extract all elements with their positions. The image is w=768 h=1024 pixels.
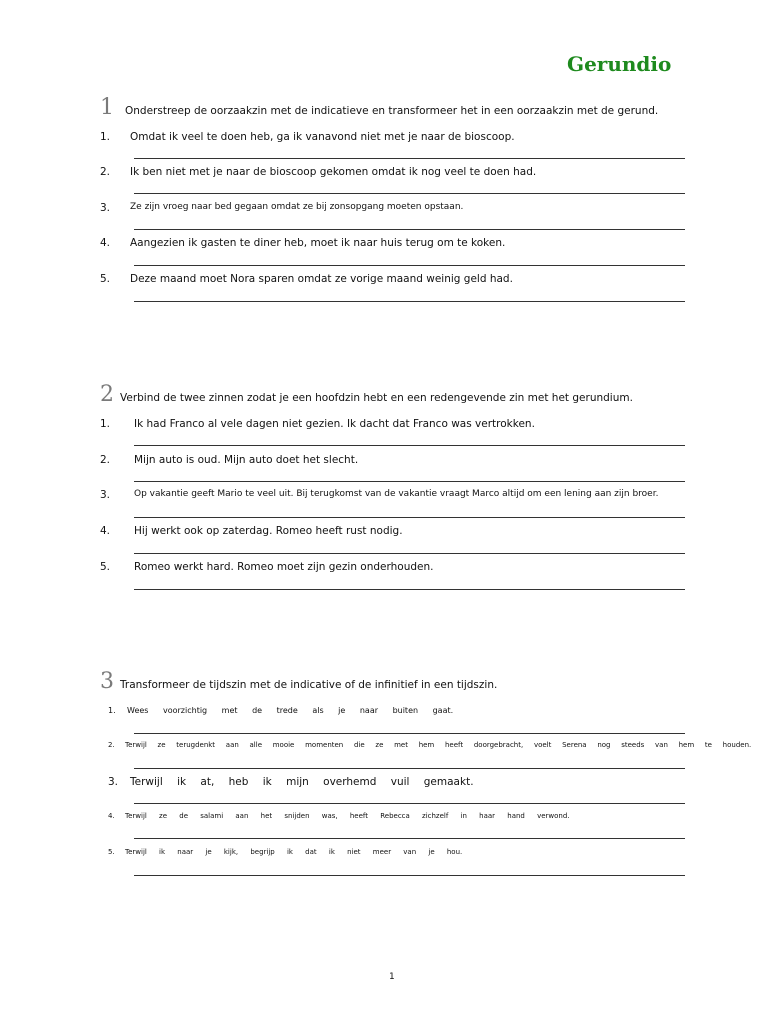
answer-line[interactable]	[134, 589, 685, 590]
answer-line[interactable]	[134, 838, 685, 839]
item-sentence: Ze zijn vroeg naar bed gegaan omdat ze bij zonsopgang moeten opstaan.	[130, 202, 464, 212]
answer-line[interactable]	[134, 229, 685, 230]
item-sentence: Omdat ik veel te doen heb, ga ik vanavond niet met je naar de bioscoop.	[130, 131, 515, 143]
item-number: 4.	[108, 812, 115, 820]
section-instruction: Onderstreep de oorzaakzin met de indicatieve en transformeer het in een oorzaakzin met de gerund.	[125, 105, 659, 117]
answer-line[interactable]	[134, 517, 685, 518]
section-3-heading	[100, 669, 660, 693]
item-number: 5.	[100, 561, 111, 573]
item-sentence: Ik ben niet met je naar de bioscoop gekomen omdat ik nog veel te doen had.	[130, 166, 537, 178]
item-number: 3.	[100, 202, 111, 214]
answer-line[interactable]	[134, 301, 685, 302]
item-number: 1.	[100, 131, 111, 143]
section-1-heading	[100, 95, 660, 119]
section-instruction: Verbind de twee zinnen zodat je een hoofdzin hebt en een redengevende zin met het gerundium.	[120, 392, 633, 404]
item-number: 5.	[108, 848, 115, 856]
answer-line[interactable]	[134, 265, 685, 266]
item-number: 1.	[100, 418, 111, 430]
item-sentence: Terwijl ik at, heb ik mijn overhemd vuil gemaakt.	[130, 776, 474, 788]
item-number: 3.	[108, 776, 119, 788]
item-sentence: Terwijl ze terugdenkt aan alle mooie momenten die ze met hem heeft doorgebracht, voelt Serena nog steeds van hem te houden.	[125, 741, 752, 749]
item-sentence: Deze maand moet Nora sparen omdat ze vorige maand weinig geld had.	[130, 273, 513, 285]
item-number: 4.	[100, 525, 111, 537]
page-title: Gerundio	[567, 52, 672, 76]
item-number: 3.	[100, 489, 111, 501]
answer-line[interactable]	[134, 158, 685, 159]
item-sentence: Wees voorzichtig met de trede als je naar buiten gaat.	[127, 706, 454, 715]
section-number: 3	[100, 669, 114, 694]
item-sentence: Aangezien ik gasten te diner heb, moet ik naar huis terug om te koken.	[130, 237, 506, 249]
item-number: 2.	[100, 166, 111, 178]
item-sentence: Hij werkt ook op zaterdag. Romeo heeft rust nodig.	[134, 525, 403, 537]
answer-line[interactable]	[134, 875, 685, 876]
item-sentence: Terwijl ze de salami aan het snijden was, heeft Rebecca zichzelf in haar hand verwond.	[125, 812, 570, 820]
item-sentence: Op vakantie geeft Mario te veel uit. Bij terugkomst van de vakantie vraagt Marco altijd om een lening aan zijn broer.	[134, 489, 659, 499]
item-number: 2.	[100, 454, 111, 466]
answer-line[interactable]	[134, 733, 685, 734]
answer-line[interactable]	[134, 445, 685, 446]
section-number: 1	[100, 95, 114, 120]
item-sentence: Terwijl ik naar je kijk, begrijp ik dat ik niet meer van je hou.	[125, 848, 463, 856]
page-number: 1	[389, 972, 395, 982]
item-number: 4.	[100, 237, 111, 249]
section-2-heading	[100, 382, 660, 406]
answer-line[interactable]	[134, 481, 685, 482]
section-number: 2	[100, 382, 114, 407]
section-instruction: Transformeer de tijdszin met de indicative of de infinitief in een tijdszin.	[120, 679, 498, 691]
item-sentence: Mijn auto is oud. Mijn auto doet het slecht.	[134, 454, 359, 466]
answer-line[interactable]	[134, 803, 685, 804]
answer-line[interactable]	[134, 553, 685, 554]
item-number: 1.	[108, 706, 116, 715]
answer-line[interactable]	[134, 768, 685, 769]
item-number: 5.	[100, 273, 111, 285]
item-number: 2.	[108, 741, 115, 749]
item-sentence: Romeo werkt hard. Romeo moet zijn gezin onderhouden.	[134, 561, 434, 573]
item-sentence: Ik had Franco al vele dagen niet gezien. Ik dacht dat Franco was vertrokken.	[134, 418, 535, 430]
answer-line[interactable]	[134, 193, 685, 194]
